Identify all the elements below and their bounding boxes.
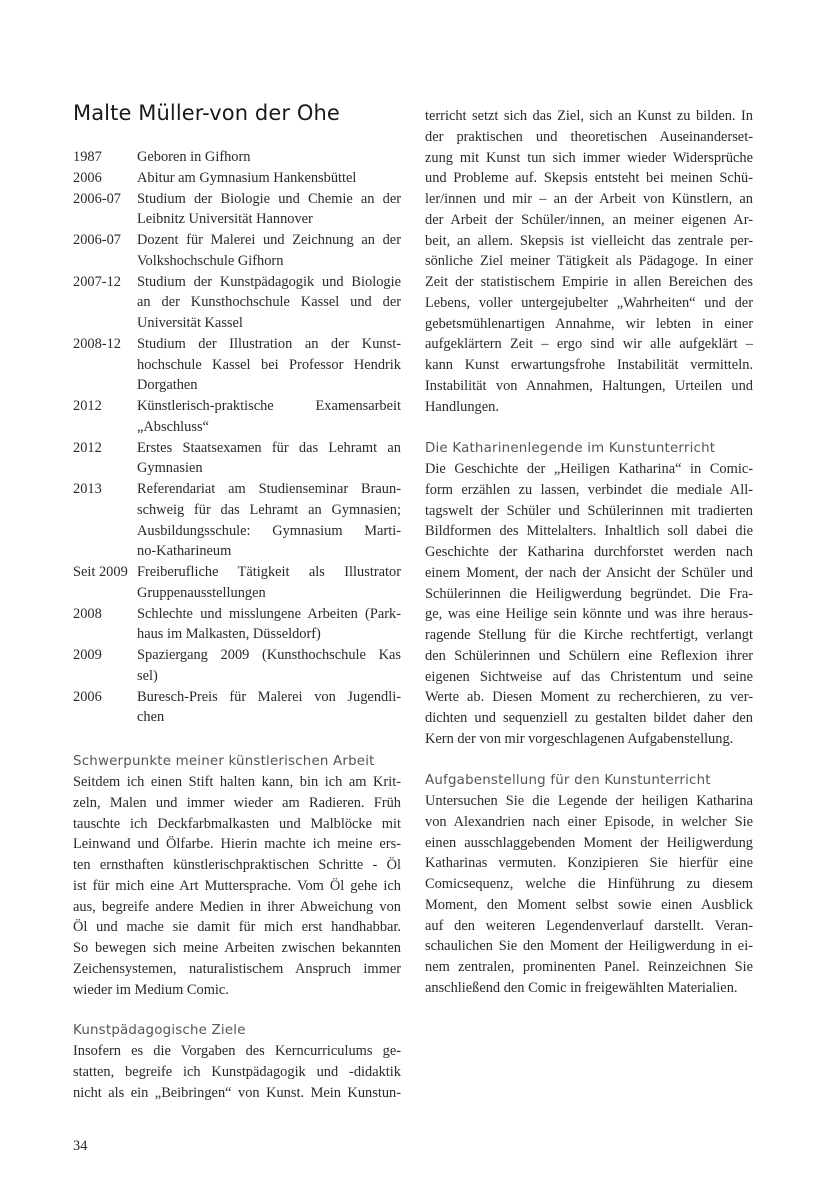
text-line: einem Moment, der nach der Ansicht der Schüler und bbox=[425, 564, 753, 581]
text-line: kann Kunst erwartungsfrohe Instabilität vermitteln. bbox=[425, 357, 753, 373]
cv-year: 2012 bbox=[73, 439, 102, 456]
cv-entry-line: Universität Kassel bbox=[137, 315, 243, 331]
cv-row bbox=[73, 687, 401, 729]
cv-entry-line: Abitur am Gymnasium Hankensbüttel bbox=[137, 169, 357, 186]
text-line: ist für mich eine Art Muttersprache. Vom Öl gehe ich bbox=[73, 877, 401, 894]
text-line: dichten und sequenziell zu gestalten bildet daher den bbox=[425, 710, 753, 726]
text-line: Zeichensystemen, naturalistischem Anspruch immer bbox=[73, 960, 401, 977]
cv-entry-line: Ausbildungsschule: Gymnasium Marti- bbox=[137, 522, 401, 539]
text-line: eigenen Sichtweise auf das Christentum und seine bbox=[425, 668, 753, 685]
cv-year: 2009 bbox=[73, 647, 102, 663]
text-line: Instabilität von Annahmen, Haltungen, Urteilen und bbox=[425, 377, 753, 394]
cv-row bbox=[73, 272, 401, 334]
cv-entry-line: Erstes Staatsexamen für das Lehramt an bbox=[137, 439, 401, 456]
cv-year: 2008-12 bbox=[73, 335, 121, 352]
cv-entry-line: Gymnasien bbox=[137, 460, 203, 477]
text-line: ler/innen und mir – an der Arbeit von Künstlern, an bbox=[425, 191, 753, 207]
text-line: aus, begreife andere Medien in ihrer Abweichung von bbox=[73, 898, 401, 915]
text-line: tagswelt der Schüler und Schülerinnen mit tradierten bbox=[425, 502, 753, 519]
cv-row bbox=[73, 604, 401, 646]
text-line: Bildformen des Mittelalters. Inhaltlich soll dabei die bbox=[425, 523, 753, 540]
cv-entry-text bbox=[137, 479, 401, 562]
text-line: form erzählen zu lassen, verbindet die mediale All- bbox=[425, 481, 753, 498]
text-line: Öl und mache sie damit für mich erst handhabbar. bbox=[73, 919, 401, 936]
cv-entry-line: Schlechte und misslungene Arbeiten (Park- bbox=[137, 605, 401, 622]
cv-entry-text bbox=[137, 230, 401, 272]
text-line: Insofern es die Vorgaben des Kerncurriculums ge- bbox=[73, 1043, 401, 1059]
text-line: sönliche Ziel meiner Tätigkeit als Pädagoge. In einer bbox=[425, 253, 753, 270]
cv-entry-line: Buresch-Preis für Malerei von Jugendli- bbox=[137, 688, 401, 705]
cv-row bbox=[73, 147, 401, 168]
cv-entry-line: Referendariat am Studienseminar Braun- bbox=[137, 481, 401, 497]
text-line: zeln, Malen und immer wieder am Radieren. Früh bbox=[73, 794, 401, 811]
cv-entry-line: Geboren in Gifhorn bbox=[137, 149, 251, 165]
cv-entry-line: chen bbox=[137, 709, 165, 726]
cv-entry-line: Dozent für Malerei und Zeichnung an der bbox=[137, 232, 401, 248]
text-line: statten, begreife ich Kunstpädagogik und -didaktik bbox=[73, 1063, 401, 1080]
section-schwerpunkte bbox=[73, 752, 401, 1000]
text-line: nem zentralen, prominenten Panel. Reinzeichnen Sie bbox=[425, 959, 753, 975]
text-line: Zeit der statistischem Empirie in allen Bereichen des bbox=[425, 274, 753, 290]
cv-entry-line: no-Katharineum bbox=[137, 543, 232, 560]
cv-row bbox=[73, 334, 401, 396]
cv-entry-text bbox=[137, 334, 401, 396]
cv-entry-text bbox=[137, 562, 401, 604]
text-line: nicht als ein „Beibringen“ von Kunst. Mein Kunstun- bbox=[73, 1084, 401, 1101]
cv-entry-line: Studium der Kunstpädagogik und Biologie bbox=[137, 273, 401, 290]
cv-year: 2006-07 bbox=[73, 190, 121, 207]
cv-entry-line: Spaziergang 2009 (Kunsthochschule Kas bbox=[137, 647, 401, 663]
text-line: ragende Stellung für die Kirche rechtfertigt, verlangt bbox=[425, 627, 753, 643]
text-line: schaulichen Sie den Moment der Heiligwerdung in ei- bbox=[425, 938, 753, 955]
cv-entry-text bbox=[137, 645, 401, 687]
cv-row bbox=[73, 396, 401, 438]
cv-entry-text bbox=[137, 687, 401, 729]
text-line: den Schülerinnen und Schülern eine Reflexion ihrer bbox=[425, 647, 753, 664]
paragraph-ziele bbox=[73, 1041, 401, 1103]
text-line: einen ausschlaggebenden Moment der Heiligwerdung bbox=[425, 834, 753, 851]
cv-entry-line: Studium der Illustration an der Kunst- bbox=[137, 335, 401, 352]
text-line: Handlungen. bbox=[425, 398, 499, 415]
cv-entry-text bbox=[137, 189, 401, 231]
text-line: auf den weiteren Legendenverlauf darstellt. Veran- bbox=[425, 917, 753, 934]
cv-entry-line: schweig für das Lehramt an Gymnasien; bbox=[137, 501, 401, 518]
text-line: wieder im Medium Comic. bbox=[73, 981, 229, 998]
cv-entry-line: Gruppenausstellungen bbox=[137, 584, 266, 601]
text-line: terricht setzt sich das Ziel, sich an Kunst zu bilden. In bbox=[425, 108, 753, 124]
section-heading-schwerpunkte: Schwerpunkte meiner künstlerischen Arbeit bbox=[73, 754, 375, 769]
cv-year: 2006 bbox=[73, 169, 102, 186]
cv-year: Seit 2009 bbox=[73, 564, 128, 580]
text-line: Geschichte der Katharina durchforstet werden nach bbox=[425, 544, 753, 560]
text-line: Kern der von mir vorgeschlagenen Aufgabenstellung. bbox=[425, 730, 734, 747]
cv-entry-line: Studium der Biologie und Chemie an der bbox=[137, 190, 401, 207]
cv-row bbox=[73, 562, 401, 604]
text-line: von Alexandrien nach einer Episode, in welcher Sie bbox=[425, 813, 753, 830]
section-kunstpaedagogische-ziele bbox=[73, 1021, 401, 1103]
text-line: Werte ab. Diesen Moment zu recherchieren, zu ver- bbox=[425, 689, 753, 706]
text-line: ten ernsthaften künstlerischpraktischen Schritte - Öl bbox=[73, 857, 401, 873]
cv-entry-text bbox=[137, 396, 401, 438]
cv-row bbox=[73, 479, 401, 562]
paragraph-legende bbox=[425, 459, 753, 750]
text-line: zung mit Kunst tun sich immer wieder Widersprüche bbox=[425, 149, 753, 166]
section-heading-aufgabe: Aufgabenstellung für den Kunstunterricht bbox=[425, 773, 711, 788]
cv-year: 2006 bbox=[73, 688, 102, 705]
cv-entry-line: Freiberufliche Tätigkeit als Illustrator bbox=[137, 564, 401, 580]
cv-entry-text bbox=[137, 438, 401, 480]
text-line: der Arbeit der Schüler/innen, an meiner eigenen Ar- bbox=[425, 211, 753, 228]
cv-entry-text bbox=[137, 168, 401, 189]
text-line: ge, was eine Heilige sein könnte und was ihre heraus- bbox=[425, 606, 753, 623]
text-line: gebetsmühlenartigen Annahme, wir lebten in einer bbox=[425, 315, 753, 332]
section-ziele-continued bbox=[425, 106, 753, 417]
cv-year: 2006-07 bbox=[73, 232, 121, 248]
cv-entry-line: Dorgathen bbox=[137, 377, 198, 394]
cv-row bbox=[73, 438, 401, 480]
cv-entry-line: Volkshochschule Gifhorn bbox=[137, 252, 284, 269]
cv-year: 1987 bbox=[73, 149, 102, 165]
paragraph-schwerpunkte bbox=[73, 772, 401, 1000]
text-line: und Probleme auf. Skepsis entsteht bei meinen Schü- bbox=[425, 170, 753, 187]
paragraph-ziele-continued bbox=[425, 106, 753, 417]
section-aufgabenstellung bbox=[425, 771, 753, 999]
text-line: Katharinas vermuten. Konzipieren Sie hierfür eine bbox=[425, 855, 753, 872]
text-line: Die Geschichte der „Heiligen Katharina“ in Comic- bbox=[425, 461, 753, 477]
cv-entry-line: hochschule Kassel bei Professor Hendrik bbox=[137, 356, 401, 373]
cv-entry-line: haus im Malkasten, Düsseldorf) bbox=[137, 626, 321, 643]
text-line: Seitdem ich einen Stift halten kann, bin ich am Krit- bbox=[73, 774, 401, 790]
text-line: Moment, den Moment selbst sowie einen Ausblick bbox=[425, 896, 753, 913]
text-line: Leinwand und Ölfarbe. Hierin machte ich meine ers- bbox=[73, 836, 401, 853]
text-line: der praktischen und theoretischen Auseinanderset- bbox=[425, 128, 753, 145]
cv-year: 2008 bbox=[73, 605, 102, 622]
cv-row bbox=[73, 230, 401, 272]
cv-entry-text bbox=[137, 147, 401, 168]
cv-entry-text bbox=[137, 604, 401, 646]
cv-year: 2012 bbox=[73, 398, 102, 414]
paragraph-aufgabe bbox=[425, 791, 753, 999]
text-line: Untersuchen Sie die Legende der heiligen Katharina bbox=[425, 793, 753, 809]
text-line: beit, an allem. Skepsis ist vielleicht das zentrale per- bbox=[425, 232, 753, 249]
cv-row bbox=[73, 645, 401, 687]
cv-list bbox=[73, 147, 401, 728]
text-line: Schülerinnen die Heiligwerdung begründet. Die Fra- bbox=[425, 585, 753, 602]
cv-entry-line: sel) bbox=[137, 667, 158, 684]
section-heading-ziele: Kunstpädagogische Ziele bbox=[73, 1023, 246, 1038]
text-line: aufgeklärtern Zeit – ergo sind wir alle aufgeklärt – bbox=[425, 336, 753, 353]
cv-entry-line: an der Kunsthochschule Kassel und der bbox=[137, 294, 401, 311]
cv-entry-line: „Abschluss“ bbox=[137, 418, 209, 435]
text-line: Lebens, voller untergejubelter „Wahrheiten“ und der bbox=[425, 294, 753, 311]
cv-entry-line: Künstlerisch-praktische Examensarbeit bbox=[137, 398, 401, 414]
page-title: Malte Müller-von der Ohe bbox=[73, 101, 340, 125]
text-line: anschließend den Comic in freigewählten Materialien. bbox=[425, 979, 738, 996]
cv-entry-text bbox=[137, 272, 401, 334]
page-number: 34 bbox=[73, 1138, 88, 1154]
section-heading-legende: Die Katharinenlegende im Kunstunterricht bbox=[425, 441, 716, 456]
cv-year: 2007-12 bbox=[73, 273, 121, 290]
text-line: tauschte ich Deckfarbmalkasten und Malblöcke mit bbox=[73, 815, 401, 832]
cv-year: 2013 bbox=[73, 481, 102, 497]
text-line: So bewegen sich meine Arbeiten zwischen bekannten bbox=[73, 940, 401, 956]
cv-entry-line: Leibnitz Universität Hannover bbox=[137, 211, 313, 228]
text-line: Comicsequenz, welche die Hinführung zu diesem bbox=[425, 876, 753, 892]
cv-row bbox=[73, 189, 401, 231]
cv-row bbox=[73, 168, 401, 189]
section-katharinenlegende bbox=[425, 439, 753, 750]
